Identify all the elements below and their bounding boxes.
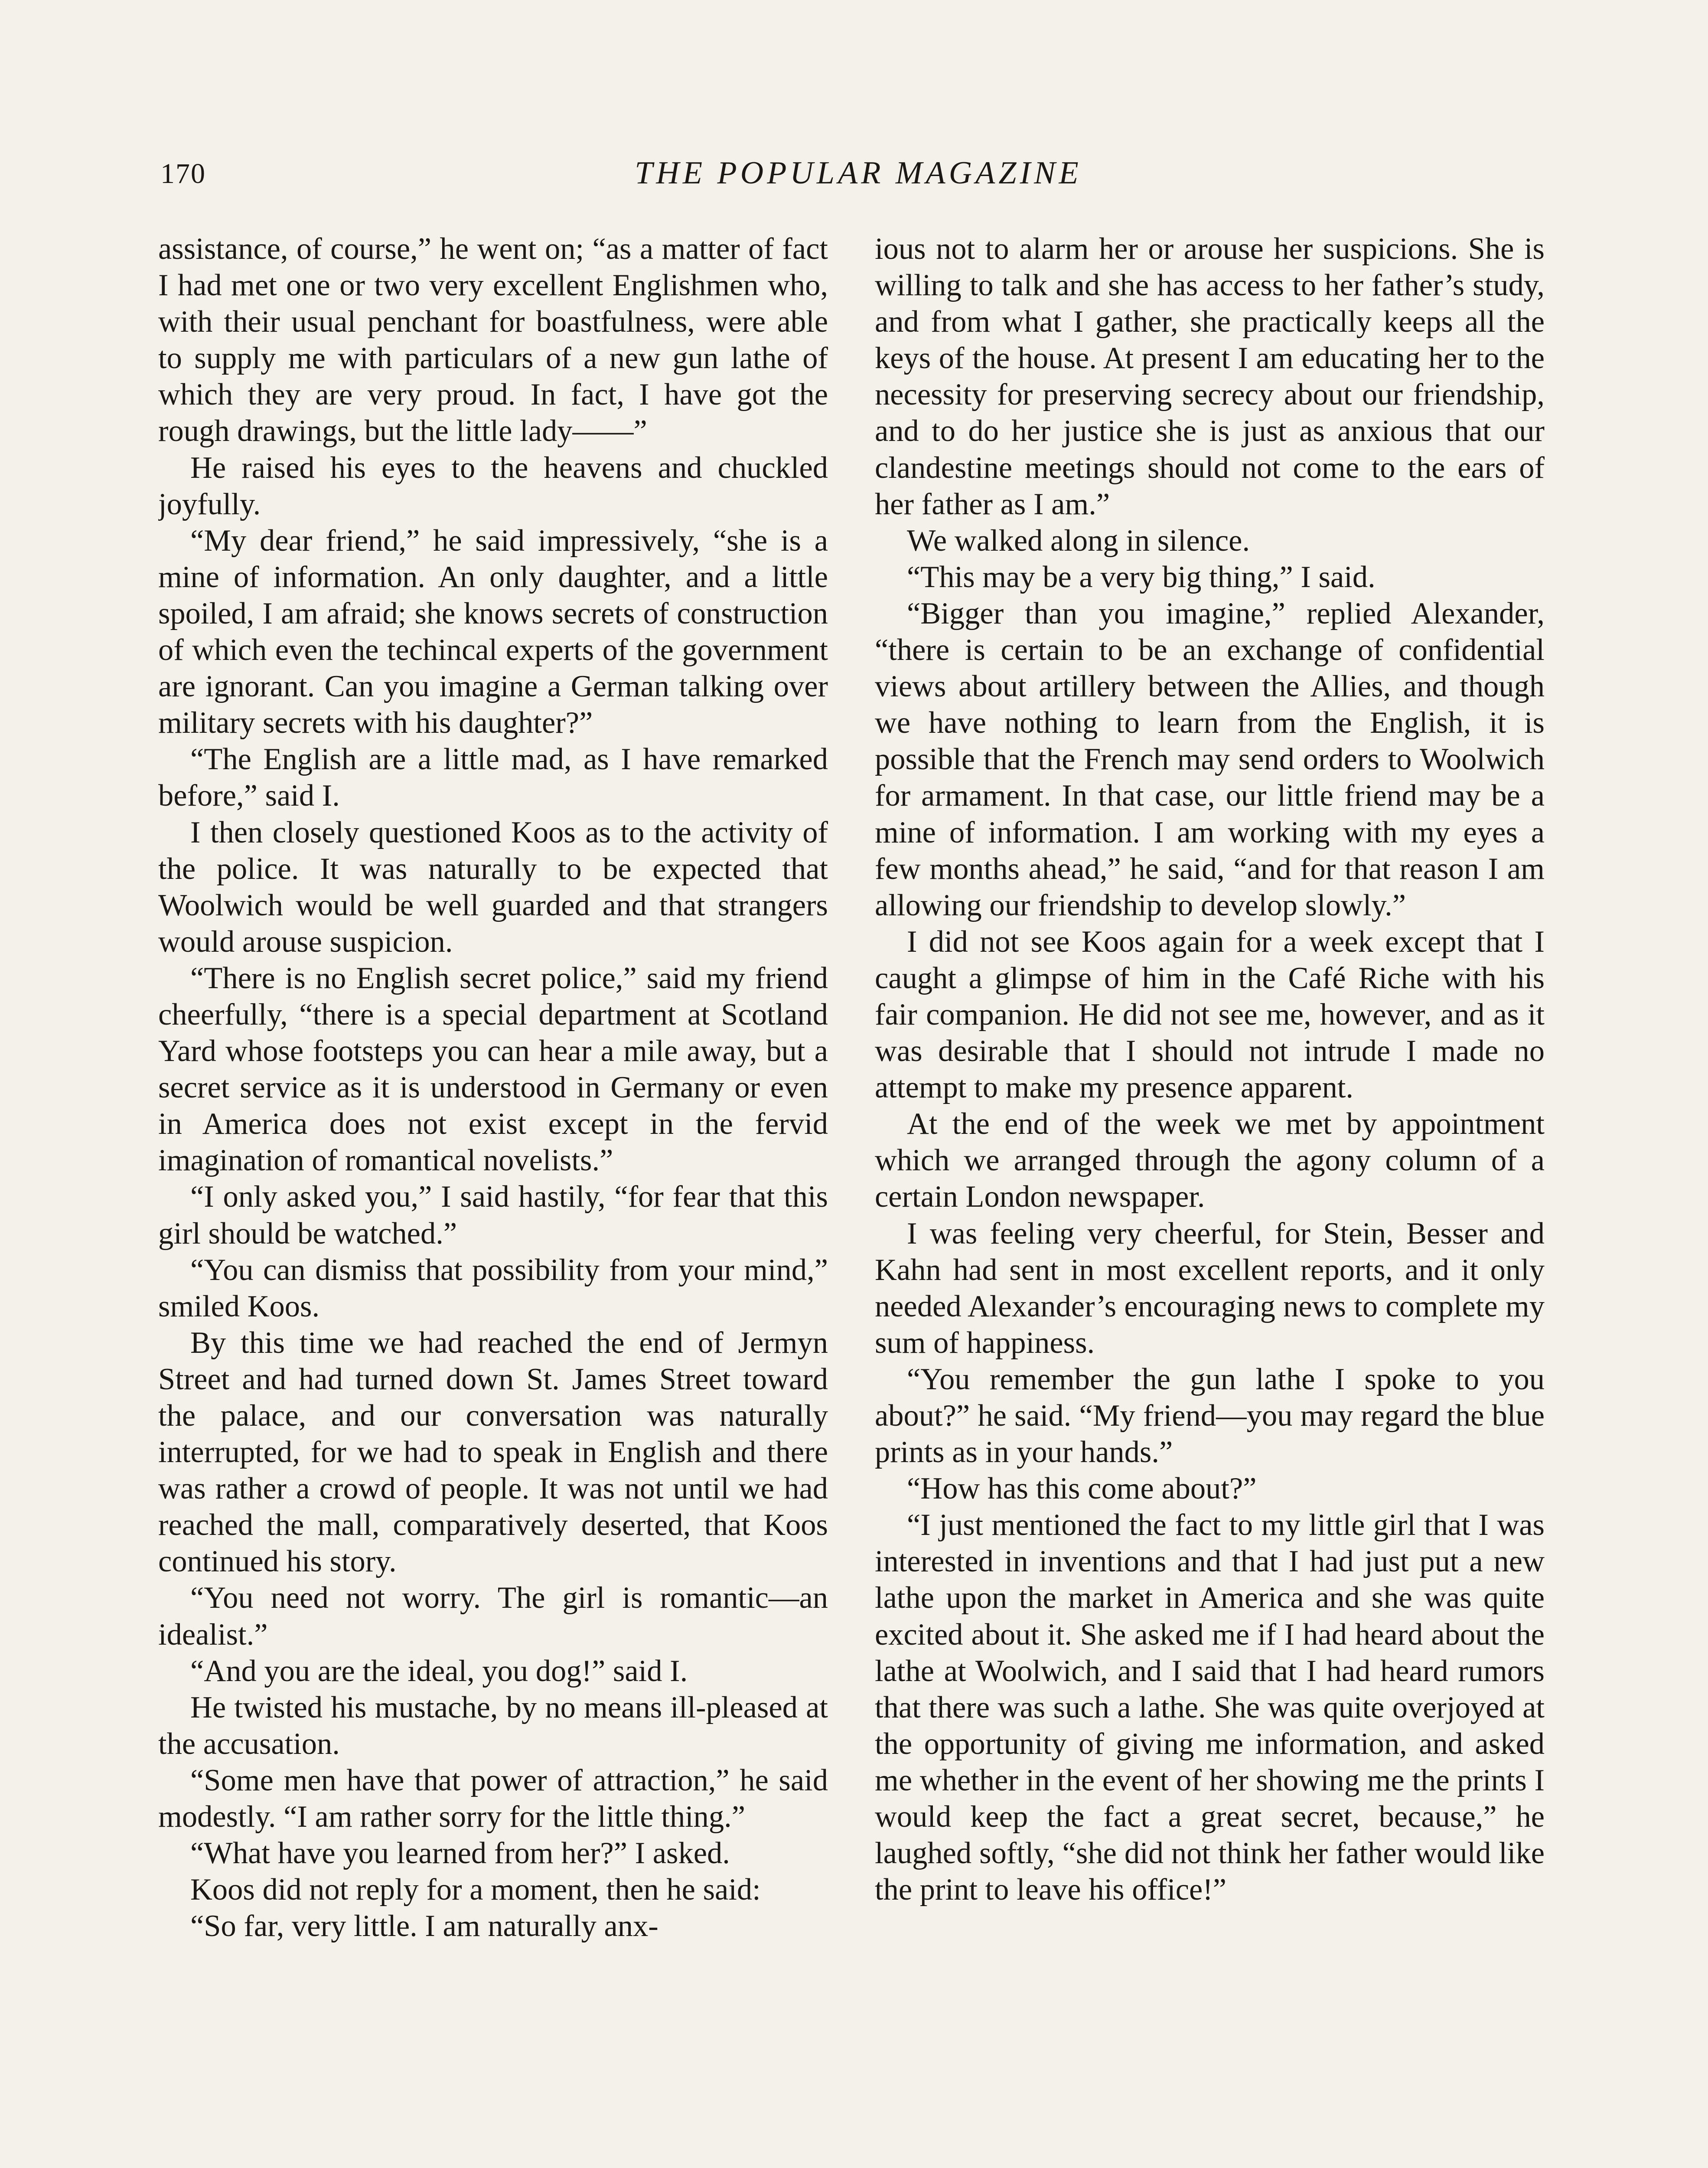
paragraph: assistance, of course,” he went on; “as a matter of fact I had met one or two very excellent Englishmen who, with their usual penchant for boastfulness, were able to supply me with particulars of a new gun lathe of which they are very proud. In fact, I have got the rough drawings, but the little lady——” xyxy=(158,232,828,448)
left-column xyxy=(158,231,828,2168)
paragraph: “How has this come about?” xyxy=(907,1472,1257,1506)
paragraph: By this time we had reached the end of Jermyn Street and had turned down St. James Street toward the palace, and our conversation was naturally interrupted, for we had to speak in English and there was rather a crowd of people. It was not until we had reached the mall, comparatively deserted, that Koos continued his story. xyxy=(158,1326,828,1579)
paragraph: We walked along in silence. xyxy=(907,523,1250,558)
paragraph: “I only asked you,” I said hastily, “for fear that this girl should be watched.” xyxy=(158,1180,828,1251)
paragraph: “You can dismiss that possibility from your mind,” smiled Koos. xyxy=(158,1253,828,1323)
paragraph: “My dear friend,” he said impressively, “she is a mine of information. An only daughter, and a little spoiled, I am afraid; she knows secrets of construction of which even the techincal experts of the government are ignorant. Can you imagine a German talking over military secrets with his daughter?” xyxy=(158,523,828,740)
paragraph: Koos did not reply for a moment, then he said: xyxy=(190,1873,761,1907)
paragraph: At the end of the week we met by appointment which we arranged through the agony column of a certain London newspaper. xyxy=(875,1107,1545,1214)
paragraph: “And you are the ideal, you dog!” said I. xyxy=(190,1654,688,1688)
paragraph: “I just mentioned the fact to my little girl that I was interested in inventions and that I had just put a new lathe upon the market in America and she was quite excited about it. She asked me if I had heard about the lathe at Woolwich, and I said that I had heard rumors that there was such a lathe. She was quite overjoyed at the opportunity of giving me information, and asked me whether in the event of her showing me the prints I would keep the fact a great secret, because,” he laughed softly, “she did not think her father would like the print to leave his office!” xyxy=(875,1508,1545,1907)
paragraph: ious not to alarm her or arouse her suspicions. She is willing to talk and she has access to her father’s study, and from what I gather, she practically keeps all the keys of the house. At present I am educating her to the necessity for preserving secrecy about our friendship, and to do her justice she is just as anxious that our clandestine meetings should not come to the ears of her father as I am.” xyxy=(875,232,1545,521)
page-number: 170 xyxy=(160,158,206,189)
paragraph: He raised his eyes to the heavens and chuckled joyfully. xyxy=(158,451,828,521)
paragraph: I did not see Koos again for a week except that I caught a glimpse of him in the Café Riche with his fair companion. He did not see me, however, and as it was desirable that I should not intrude I made no attempt to make my presence apparent. xyxy=(875,924,1545,1105)
paragraph: “Bigger than you imagine,” replied Alexander, “there is certain to be an exchange of confidential views about artillery between the Allies, and though we have nothing to learn from the English, it is possible that the French may send orders to Woolwich for armament. In that case, our little friend may be a mine of information. I am working with my eyes a few months ahead,” he said, “and for that reason I am allowing our friendship to develop slowly.” xyxy=(875,596,1545,922)
paragraph: “This may be a very big thing,” I said. xyxy=(907,560,1376,594)
paragraph: “Some men have that power of attraction,” he said modestly. “I am rather sorry for the little thing.” xyxy=(158,1763,828,1834)
paragraph: “You remember the gun lathe I spoke to you about?” he said. “My friend—you may regard the blue prints as in your hands.” xyxy=(875,1362,1545,1469)
paragraph: “What have you learned from her?” I asked. xyxy=(190,1836,730,1871)
paragraph: “You need not worry. The girl is romantic—an idealist.” xyxy=(158,1581,828,1652)
paragraph: I then closely questioned Koos as to the activity of the police. It was naturally to be expected that Woolwich would be well guarded and that strangers would arouse suspicion. xyxy=(158,815,828,959)
running-head: THE POPULAR MAGAZINE xyxy=(635,155,1082,191)
paragraph: He twisted his mustache, by no means ill-pleased at the accusation. xyxy=(158,1690,828,1761)
paragraph: “So far, very little. I am naturally anx- xyxy=(190,1909,658,1943)
paragraph: I was feeling very cheerful, for Stein, Besser and Kahn had sent in most excellent reports, and it only needed Alexander’s encouraging news to complete my sum of happiness. xyxy=(875,1216,1545,1360)
right-column xyxy=(875,231,1545,2168)
paragraph: “There is no English secret police,” said my friend cheerfully, “there is a special department at Scotland Yard whose footsteps you can hear a mile away, but a secret service as it is understood in Germany or even in America does not exist except in the fervid imagination of romantical novelists.” xyxy=(158,961,828,1178)
paragraph: “The English are a little mad, as I have remarked before,” said I. xyxy=(158,742,828,813)
